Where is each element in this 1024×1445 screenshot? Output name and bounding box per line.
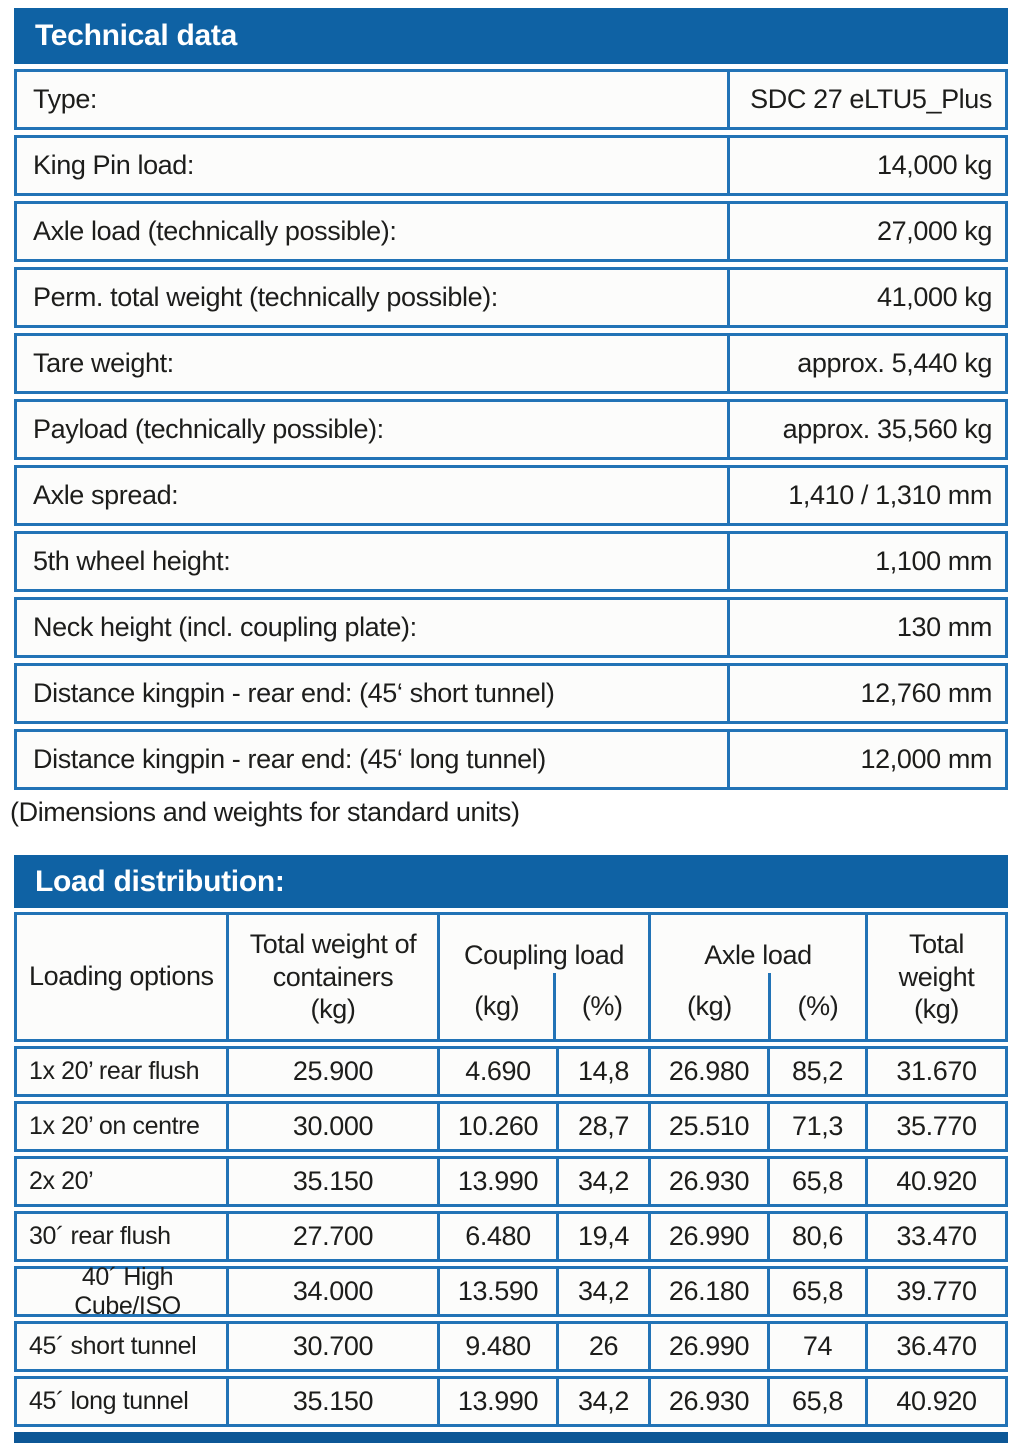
row-value: 14,000 kg <box>877 150 992 180</box>
cell-axle-pct: 80,6 <box>770 1214 868 1259</box>
cell-total-weight: 36.470 <box>896 1331 977 1361</box>
row-label: Neck height (incl. coupling plate): <box>17 600 730 655</box>
cell-loading-option: 45´ long tunnel <box>17 1379 229 1424</box>
technical-data-title: Technical data <box>14 8 1008 64</box>
row-label: Payload (technically possible): <box>17 402 730 457</box>
row-value: approx. 35,560 kg <box>782 414 992 444</box>
cell-loading-option: 1x 20’ on centre <box>17 1104 229 1149</box>
row-label: King Pin load: <box>17 138 730 193</box>
cell-axle-kg: 26.930 <box>651 1159 770 1204</box>
row-label: Distance kingpin - rear end: (45‘ short tunnel) <box>17 666 730 721</box>
cell-axle-pct: 85,2 <box>770 1049 868 1094</box>
table-row <box>14 531 1008 592</box>
header-coupling-load: Coupling load <box>464 940 624 970</box>
table-row <box>14 729 1008 790</box>
load-distribution-rows <box>14 1046 1008 1427</box>
header-loading-options: Loading options <box>17 915 229 1039</box>
cell-axle-kg: 26.930 <box>651 1379 770 1424</box>
load-distribution-column-header <box>14 912 1008 1042</box>
table-bottom-bar <box>14 1432 1008 1443</box>
row-label: Distance kingpin - rear end: (45‘ long tunnel) <box>17 732 730 787</box>
row-label: Axle load (technically possible): <box>17 204 730 259</box>
row-value: 41,000 kg <box>877 282 992 312</box>
cell-axle-kg: 26.180 <box>651 1269 770 1314</box>
header-total-weight-text: Total weight <box>898 929 975 992</box>
table-row <box>14 267 1008 328</box>
table-footnote: (Dimensions and weights for standard units) <box>10 797 520 827</box>
cell-total-weight-containers: 25.900 <box>229 1049 440 1094</box>
cell-total-weight: 31.670 <box>896 1056 977 1086</box>
row-value: SDC 27 eLTU5_Plus <box>750 84 992 114</box>
cell-coupling-pct: 14,8 <box>559 1049 651 1094</box>
cell-total-weight-containers: 27.700 <box>229 1214 440 1259</box>
cell-total-weight-containers: 30.700 <box>229 1324 440 1369</box>
table-row <box>14 465 1008 526</box>
cell-coupling-kg: 13.990 <box>440 1159 559 1204</box>
header-coupling-kg: (kg) <box>440 973 556 1039</box>
cell-loading-option: 40´ High Cube/ISO <box>17 1269 229 1314</box>
row-value: 12,000 mm <box>860 744 992 774</box>
table-row <box>14 333 1008 394</box>
cell-coupling-kg: 10.260 <box>440 1104 559 1149</box>
header-coupling-pct: (%) <box>581 990 623 1021</box>
cell-coupling-kg: 4.690 <box>440 1049 559 1094</box>
table-row <box>14 1101 1008 1152</box>
header-total-weight-unit: (kg) <box>914 994 959 1025</box>
cell-axle-kg: 25.510 <box>651 1104 770 1149</box>
cell-coupling-pct: 19,4 <box>559 1214 651 1259</box>
cell-coupling-kg: 13.990 <box>440 1379 559 1424</box>
cell-total-weight: 40.920 <box>896 1166 977 1196</box>
cell-axle-pct: 65,8 <box>770 1269 868 1314</box>
cell-total-weight: 35.770 <box>896 1111 977 1141</box>
row-label: Type: <box>17 72 730 127</box>
cell-coupling-kg: 13.590 <box>440 1269 559 1314</box>
table-row <box>14 1046 1008 1097</box>
header-total-weight <box>868 915 1005 1039</box>
header-total-weight-containers-unit: (kg) <box>310 994 356 1025</box>
cell-coupling-pct: 34,2 <box>559 1269 651 1314</box>
table-row <box>14 1376 1008 1427</box>
load-distribution-table <box>14 855 1008 1443</box>
row-value: 1,410 / 1,310 mm <box>788 480 992 510</box>
cell-axle-kg: 26.990 <box>651 1214 770 1259</box>
cell-coupling-pct: 34,2 <box>559 1159 651 1204</box>
cell-loading-option: 30´ rear flush <box>17 1214 229 1259</box>
header-axle-pct: (%) <box>797 990 839 1021</box>
table-row <box>14 399 1008 460</box>
table-row <box>14 1262 1008 1320</box>
header-axle-kg: (kg) <box>651 973 771 1039</box>
table-row <box>14 1321 1008 1372</box>
cell-total-weight-containers: 30.000 <box>229 1104 440 1149</box>
row-label: Perm. total weight (technically possible): <box>17 270 730 325</box>
cell-total-weight-containers: 34.000 <box>229 1269 440 1314</box>
load-distribution-title: Load distribution: <box>14 855 1008 908</box>
cell-total-weight: 39.770 <box>896 1276 977 1306</box>
row-value: 1,100 mm <box>875 546 992 576</box>
header-total-weight-containers-text: Total weight of containers <box>249 929 417 992</box>
table-row <box>14 201 1008 262</box>
table-row <box>14 663 1008 724</box>
technical-data-table <box>14 8 1008 790</box>
cell-coupling-kg: 6.480 <box>440 1214 559 1259</box>
header-coupling-load-group <box>440 915 651 1039</box>
cell-coupling-kg: 9.480 <box>440 1324 559 1369</box>
cell-total-weight-containers: 35.150 <box>229 1379 440 1424</box>
table-row <box>14 1156 1008 1207</box>
cell-axle-kg: 26.980 <box>651 1049 770 1094</box>
cell-axle-pct: 74 <box>770 1324 868 1369</box>
table-row <box>14 1211 1008 1262</box>
cell-axle-kg: 26.990 <box>651 1324 770 1369</box>
cell-coupling-pct: 26 <box>559 1324 651 1369</box>
row-value: approx. 5,440 kg <box>797 348 992 378</box>
header-axle-load: Axle load <box>704 940 812 970</box>
cell-total-weight: 33.470 <box>896 1221 977 1251</box>
header-axle-load-group <box>651 915 868 1039</box>
table-row <box>14 597 1008 658</box>
cell-total-weight: 40.920 <box>896 1386 977 1416</box>
technical-data-rows <box>14 69 1008 790</box>
cell-coupling-pct: 34,2 <box>559 1379 651 1424</box>
cell-axle-pct: 65,8 <box>770 1379 868 1424</box>
row-label: Tare weight: <box>17 336 730 391</box>
table-row <box>14 69 1008 130</box>
row-value: 27,000 kg <box>877 216 992 246</box>
cell-loading-option: 1x 20’ rear flush <box>17 1049 229 1094</box>
cell-axle-pct: 71,3 <box>770 1104 868 1149</box>
cell-loading-option: 45´ short tunnel <box>17 1324 229 1369</box>
cell-axle-pct: 65,8 <box>770 1159 868 1204</box>
row-label: 5th wheel height: <box>17 534 730 589</box>
cell-coupling-pct: 28,7 <box>559 1104 651 1149</box>
row-value: 12,760 mm <box>860 678 992 708</box>
cell-total-weight-containers: 35.150 <box>229 1159 440 1204</box>
table-row <box>14 135 1008 196</box>
header-total-weight-containers <box>229 915 440 1039</box>
cell-loading-option: 2x 20’ <box>17 1159 229 1204</box>
row-label: Axle spread: <box>17 468 730 523</box>
row-value: 130 mm <box>896 612 992 642</box>
